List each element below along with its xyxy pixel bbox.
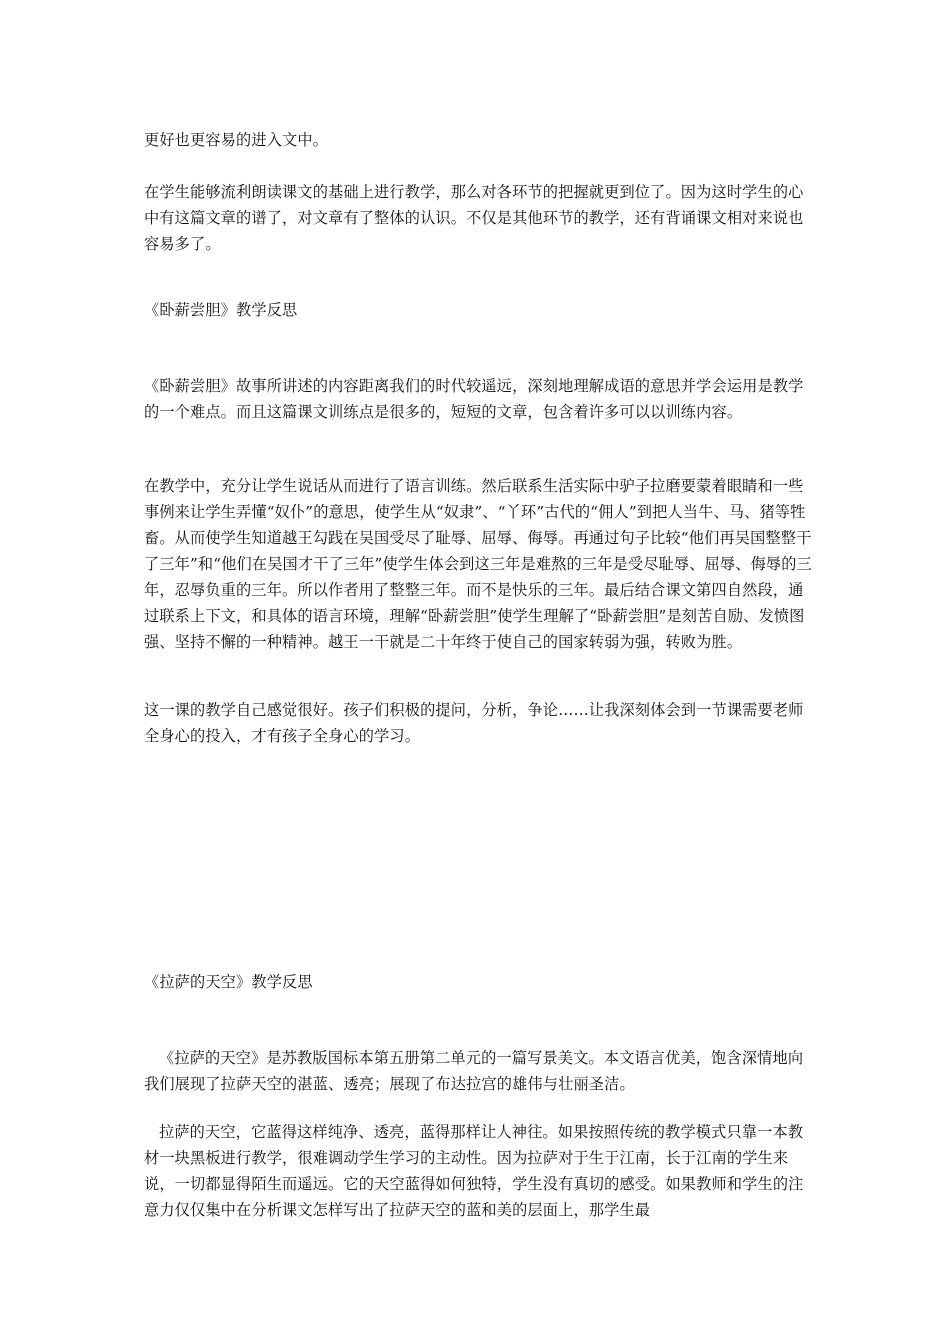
paragraph-intro-end: 更好也更容易的进入文中。 [144,131,329,149]
paragraph-lasa-intro: 《拉萨的天空》是苏教版国标本第五册第二单元的一篇写景美文。本文语言优美，饱含深情地向我们展现了拉萨天空的湛蓝、透亮；展现了布达拉宫的雄伟与壮丽圣洁。 [144,1049,804,1093]
paragraph-woxin-summary: 这一课的教学自己感觉很好。孩子们积极的提问，分析，争论……让我深刻体会到一节课需要老师全身心的投入，才有孩子全身心的学习。 [144,701,804,745]
paragraph-lasa-teaching: 拉萨的天空，它蓝得这样纯净、透亮，蓝得那样让人神往。如果按照传统的教学模式只靠一本教材一块黑板进行教学，很难调动学生学习的主动性。因为拉萨对于生于江南，长于江南的学生来说，一切都显得陌生而遥远。它的天空蓝得如何独特，学生没有真切的感受。如果教师和学生的注意力仅仅集中在分析课文怎样写出了拉萨天空的蓝和美的层面上，那学生最 [144,1123,804,1219]
paragraph-reading-fluency: 在学生能够流利朗读课文的基础上进行教学，那么对各环节的把握就更到位了。因为这时学生的心中有这篇文章的谱了，对文章有了整体的认识。不仅是其他环节的教学，还有背诵课文相对来说也容易多了。 [144,183,804,253]
paragraph-woxin-difficulty: 《卧薪尝胆》故事所讲述的内容距离我们的时代较遥远，深刻地理解成语的意思并学会运用是教学的一个难点。而且这篇课文训练点是很多的，短短的文章，包含着许多可以以训练内容。 [144,377,804,421]
section-title-woxin: 《卧薪尝胆》教学反思 [144,301,298,319]
section-title-lasa: 《拉萨的天空》教学反思 [144,973,313,991]
paragraph-woxin-teaching: 在教学中，充分让学生说话从而进行了语言训练。然后联系生活实际中驴子拉磨要蒙着眼睛和一些事例来让学生弄懂“奴仆”的意思，使学生从“奴隶”、“丫环”古代的“佣人”到把人当牛、马、猪等牲畜。从而使学生知道越王勾践在吴国受尽了耻辱、屈辱、侮辱。再通过句子比较“他们再吴国整整干了三年”和“他们在吴国才干了三年”使学生体会到这三年是难熬的三年是受尽耻辱、屈辱、侮辱的三年，忍辱负重的三年。所以作者用了整整三年。而不是快乐的三年。最后结合课文第四自然段，通过联系上下文，和具体的语言环境，理解“卧薪尝胆”使学生理解了“卧薪尝胆”是刻苦自励、发愤图强、坚持不懈的一种精神。越王一干就是二十年终于使自己的国家转弱为强，转败为胜。 [144,477,812,651]
